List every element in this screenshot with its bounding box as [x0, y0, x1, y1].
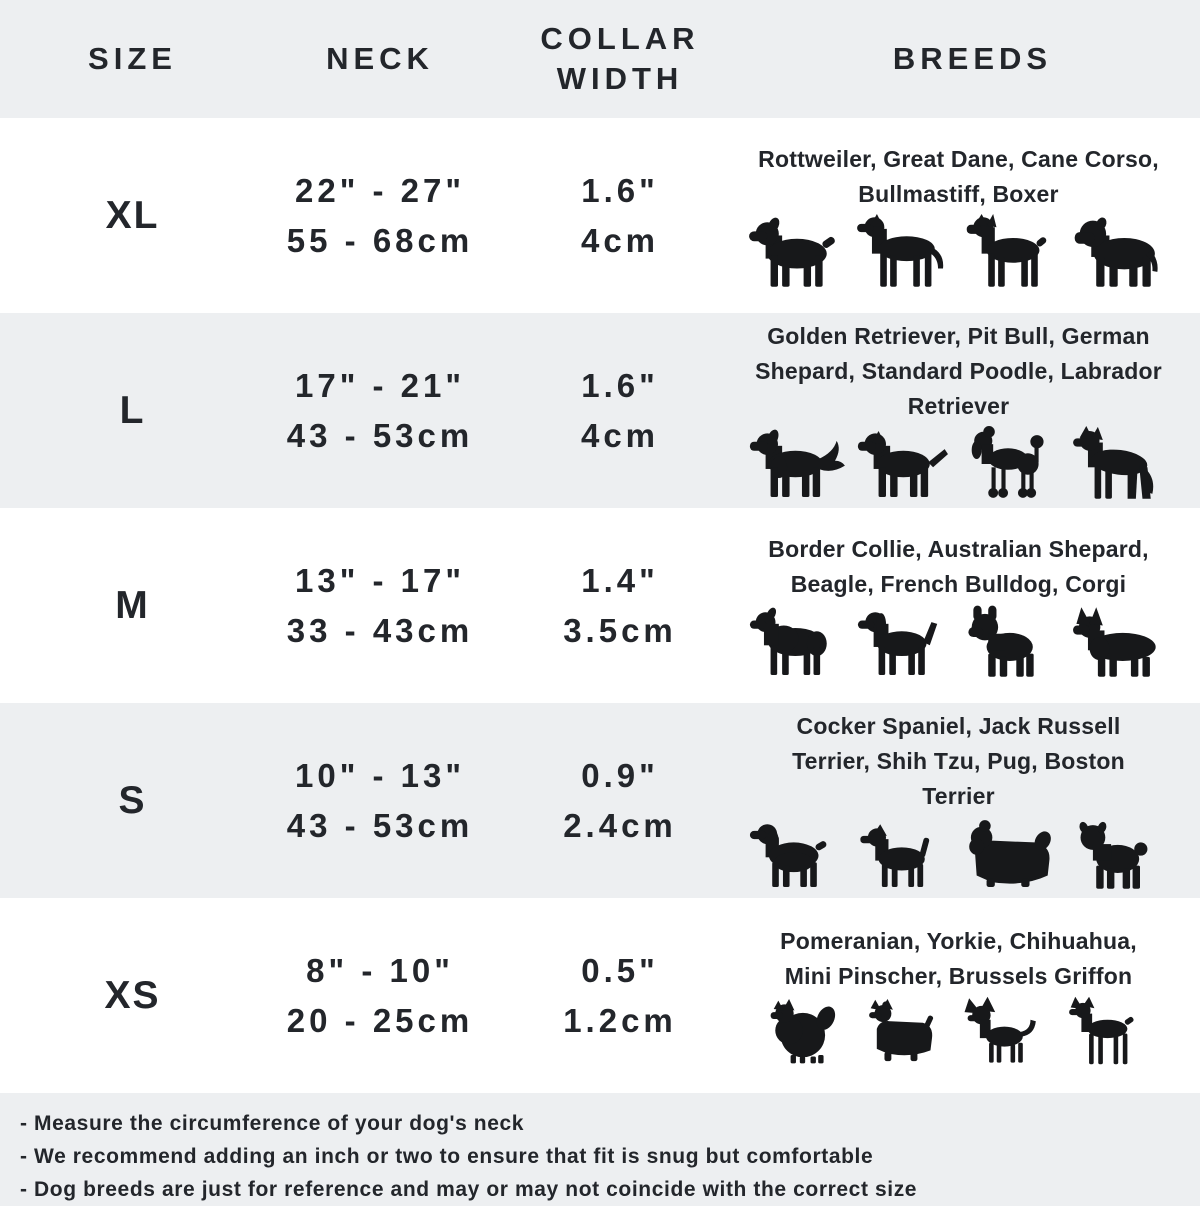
breeds-list: Rottweiler, Great Dane, Cane Corso, Bullmastiff, Boxer: [758, 145, 1159, 207]
poodle-icon: [963, 426, 1063, 502]
doberman-icon: [963, 214, 1063, 290]
rottweiler-icon: [747, 214, 847, 290]
breeds-cell: [745, 703, 1200, 898]
note-recommend: - We recommend adding an inch or two to ensure that fit is snug but comfortable: [20, 1145, 874, 1168]
width-inches: 1.4": [581, 561, 659, 599]
width-cm: 3.5cm: [563, 611, 677, 649]
neck-cm: 55 - 68cm: [286, 221, 474, 259]
neck-measurement: [265, 556, 495, 656]
size-label: XL: [105, 193, 160, 237]
neck-measurement: [265, 361, 495, 461]
beagle-icon: [855, 604, 955, 680]
neck-inches: 17" - 21": [294, 366, 466, 404]
table-row-xl: [0, 118, 1200, 313]
breeds-list: Pomeranian, Yorkie, Chihuahua, Mini Pinscher, Brussels Griffon: [780, 927, 1137, 989]
width-inches: 1.6": [581, 171, 659, 209]
neck-inches: 13" - 17": [294, 561, 466, 599]
breed-silhouettes: [747, 214, 1171, 290]
size-label: XS: [104, 973, 161, 1017]
neck-cm: 43 - 53cm: [286, 416, 474, 454]
width-inches: 0.9": [581, 756, 659, 794]
column-header-collar-width: COLLAR WIDTH: [540, 21, 700, 96]
cocker-spaniel-icon: [747, 816, 847, 892]
breeds-list: Cocker Spaniel, Jack Russell Terrier, Shih Tzu, Pug, Boston Terrier: [792, 713, 1125, 809]
table-header-row: [0, 0, 1200, 118]
column-header-neck: NECK: [326, 41, 434, 76]
measuring-notes: [0, 1093, 1200, 1206]
neck-measurement: [265, 166, 495, 266]
chihuahua-icon: [963, 996, 1055, 1068]
neck-measurement: [265, 946, 495, 1046]
breed-silhouettes: [747, 816, 1171, 892]
border-collie-icon: [747, 604, 847, 680]
breed-silhouettes: [763, 996, 1155, 1068]
collar-width-measurement: [495, 946, 745, 1046]
breed-silhouettes: [747, 604, 1171, 680]
width-cm: 4cm: [580, 416, 660, 454]
neck-inches: 10" - 13": [294, 756, 466, 794]
collar-width-measurement: [495, 751, 745, 851]
yorkie-icon: [863, 996, 955, 1068]
column-header-size: SIZE: [88, 41, 177, 76]
table-row-s: [0, 703, 1200, 898]
note-reference: - Dog breeds are just for reference and may or may not coincide with the correct size: [20, 1178, 918, 1201]
width-inches: 1.6": [581, 366, 659, 404]
collar-width-measurement: [495, 556, 745, 656]
table-row-xs: [0, 898, 1200, 1093]
neck-measurement: [265, 751, 495, 851]
bullmastiff-icon: [1071, 214, 1171, 290]
table-row-l: [0, 313, 1200, 508]
width-cm: 4cm: [580, 221, 660, 259]
breeds-cell: [745, 313, 1200, 508]
note-measure: - Measure the circumference of your dog's neck: [20, 1112, 525, 1135]
breeds-cell: [745, 508, 1200, 703]
breeds-list: Border Collie, Australian Shepard, Beagle, French Bulldog, Corgi: [768, 535, 1149, 597]
neck-inches: 8" - 10": [306, 951, 454, 989]
neck-cm: 43 - 53cm: [286, 806, 474, 844]
great-dane-icon: [855, 214, 955, 290]
collar-width-measurement: [495, 361, 745, 461]
size-label: M: [115, 583, 150, 627]
breeds-cell: [745, 898, 1200, 1093]
min-pin-icon: [1063, 996, 1155, 1068]
pit-bull-icon: [855, 426, 955, 502]
size-label: S: [118, 778, 147, 822]
width-cm: 1.2cm: [563, 1001, 677, 1039]
french-bulldog-icon: [963, 604, 1063, 680]
shih-tzu-icon: [963, 816, 1063, 892]
golden-retriever-icon: [747, 426, 847, 502]
column-header-breeds: BREEDS: [892, 41, 1053, 76]
jack-russell-icon: [855, 816, 955, 892]
neck-cm: 20 - 25cm: [286, 1001, 474, 1039]
table-row-m: [0, 508, 1200, 703]
neck-inches: 22" - 27": [294, 171, 466, 209]
width-inches: 0.5": [581, 951, 659, 989]
width-cm: 2.4cm: [563, 806, 677, 844]
size-label: L: [119, 388, 146, 432]
pomeranian-icon: [763, 996, 855, 1068]
pug-icon: [1071, 816, 1171, 892]
neck-cm: 33 - 43cm: [286, 611, 474, 649]
breed-silhouettes: [747, 426, 1171, 502]
breeds-list: Golden Retriever, Pit Bull, German Shepard, Standard Poodle, Labrador Retriever: [755, 323, 1162, 419]
breeds-cell: [745, 118, 1200, 313]
german-shepard-icon: [1071, 426, 1171, 502]
collar-width-measurement: [495, 166, 745, 266]
corgi-icon: [1071, 604, 1171, 680]
